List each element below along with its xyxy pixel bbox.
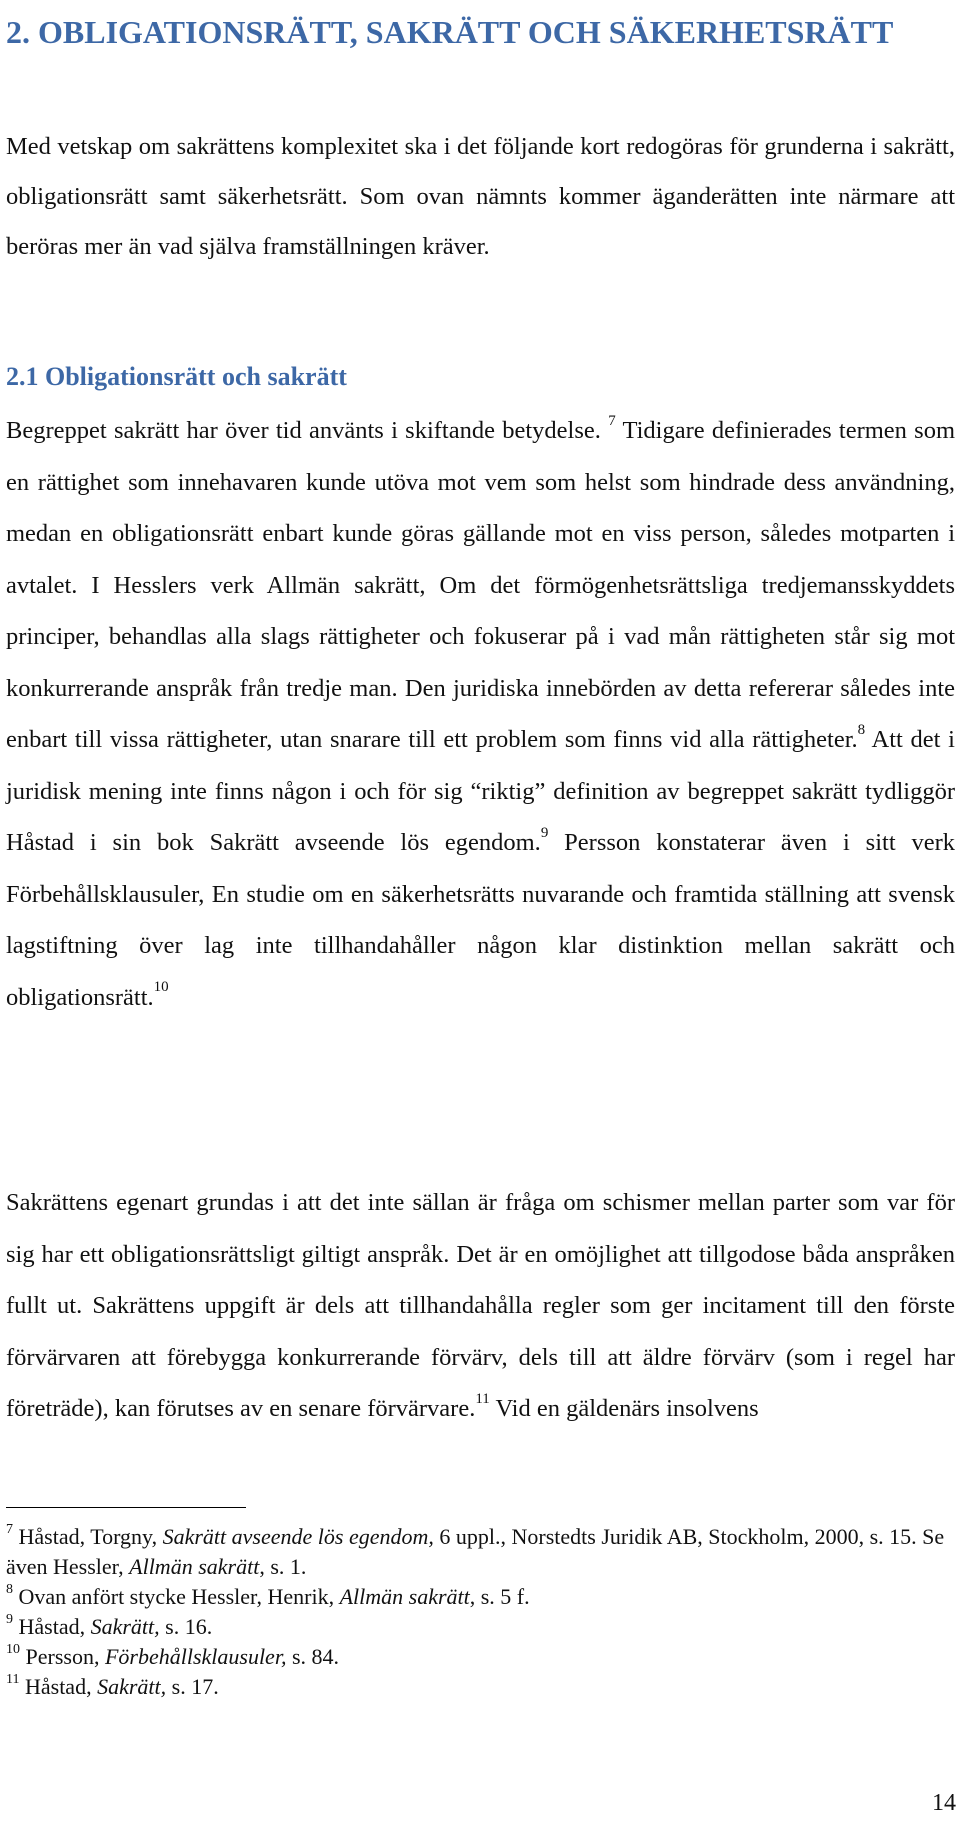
- footnote-title: Sakrätt avseende lös egendom,: [162, 1524, 434, 1549]
- paragraph-text: Persson konstaterar även i sitt verk Förbehållsklausuler, En studie om en säkerhetsrätts nuvarande och framtida ställning att svensk lagstiftning över lag inte tillhandahåller någon klar distinktion mellan sakrätt och obligationsrätt.: [6, 829, 955, 1011]
- section-heading: 2.1 Obligationsrätt och sakrätt: [6, 362, 347, 391]
- footnote-ref[interactable]: 11: [475, 1390, 490, 1407]
- footnote-text: s. 84.: [286, 1644, 340, 1669]
- footnote-text: 6 uppl., Norstedts Juridik AB, Stockholm, 2000, s. 15. Se även Hessler,: [6, 1524, 945, 1579]
- paragraph-text: Sakrättens egenart grundas i att det inte sällan är fråga om schismer mellan parter som var för sig har ett obligationsrättsligt giltigt anspråk. Det är en omöjlighet att tillgodose båda anspråken fullt ut. Sakrättens uppgift är dels att tillhandahålla regler som ger incitament till den förste förvärvaren att förebygga konkurrerande förvärv, dels till att äldre förvärv (som i regel har företräde), kan förutses av en senare förvärvare.: [6, 1189, 955, 1422]
- footnote-text: s. 16.: [159, 1614, 213, 1639]
- footnote-divider: [6, 1507, 246, 1508]
- footnote-text: Håstad,: [18, 1614, 91, 1639]
- paragraph-text: Vid en gäldenärs insolvens: [489, 1395, 759, 1422]
- footnote-11: [6, 1672, 946, 1702]
- footnote-number: 8: [6, 1581, 13, 1597]
- footnote-title: Allmän sakrätt: [129, 1554, 260, 1579]
- footnote-number: 10: [6, 1641, 20, 1657]
- page-number: 14: [932, 1790, 956, 1816]
- paragraph-text: Tidigare definierades termen som en rättighet som innehavaren kunde utöva mot vem som helst som hindrade dess användning, medan en obligationsrätt enbart kunde göras gällande mot en viss person, således motparten i avtalet. I Hesslers verk Allmän sakrätt, Om det förmögenhetsrättsliga tredjemansskyddets principer, behandlas alla slags rättigheter och fokuserar på i vad mån rättigheten står sig mot konkurrerande anspråk från tredje man. Den juridiska innebörden av detta refererar således inte enbart till vissa rättigheter, utan snarare till ett problem som finns vid alla rättigheter.: [6, 417, 956, 753]
- footnote-text: Håstad,: [24, 1674, 98, 1699]
- footnote-8: [6, 1582, 946, 1612]
- footnote-10: [6, 1642, 946, 1672]
- footnote-ref[interactable]: 8: [857, 721, 866, 738]
- footnote-title: Allmän sakrätt: [339, 1584, 470, 1609]
- footnote-9: [6, 1612, 946, 1642]
- footnote-ref[interactable]: 10: [153, 979, 169, 996]
- footnote-title: Förbehållsklausuler,: [104, 1644, 287, 1669]
- footnote-title: Sakrätt,: [90, 1614, 160, 1639]
- footnote-text: s. 17.: [166, 1674, 219, 1699]
- footnote-number: 7: [6, 1521, 13, 1537]
- footnotes: [6, 1522, 946, 1702]
- footnote-text: , s. 1.: [259, 1554, 307, 1579]
- footnote-title: Sakrätt,: [97, 1674, 167, 1699]
- footnote-text: Persson,: [25, 1644, 105, 1669]
- footnote-7: [6, 1522, 946, 1582]
- body-paragraph-2: [6, 1177, 955, 1435]
- chapter-heading: 2. OBLIGATIONSRÄTT, SAKRÄTT OCH SÄKERHETSRÄTT: [6, 14, 894, 50]
- paragraph-text: Att det i juridisk mening inte finns någon i och för sig “riktig” definition av begreppet sakrätt tydliggör Håstad i sin bok Sakrätt avseende lös egendom.: [6, 726, 955, 856]
- footnote-text: Håstad, Torgny,: [18, 1524, 163, 1549]
- paragraph-text: Begreppet sakrätt har över tid använts i skiftande betydelse.: [6, 417, 601, 444]
- intro-paragraph: Med vetskap om sakrättens komplexitet ska i det följande kort redogöras för grunderna i sakrätt, obligationsrätt samt säkerhetsrätt. Som ovan nämnts kommer äganderätten inte närmare att beröras mer än vad själva framställningen kräver.: [6, 133, 955, 260]
- footnote-text: , s. 5 f.: [469, 1584, 530, 1609]
- footnote-ref[interactable]: 9: [540, 824, 549, 841]
- footnote-number: 9: [6, 1611, 13, 1627]
- footnote-text: Ovan anfört stycke Hessler, Henrik,: [18, 1584, 340, 1609]
- body-paragraph-1: [6, 405, 955, 1023]
- footnote-ref[interactable]: 7: [608, 412, 616, 429]
- footnote-number: 11: [6, 1671, 20, 1687]
